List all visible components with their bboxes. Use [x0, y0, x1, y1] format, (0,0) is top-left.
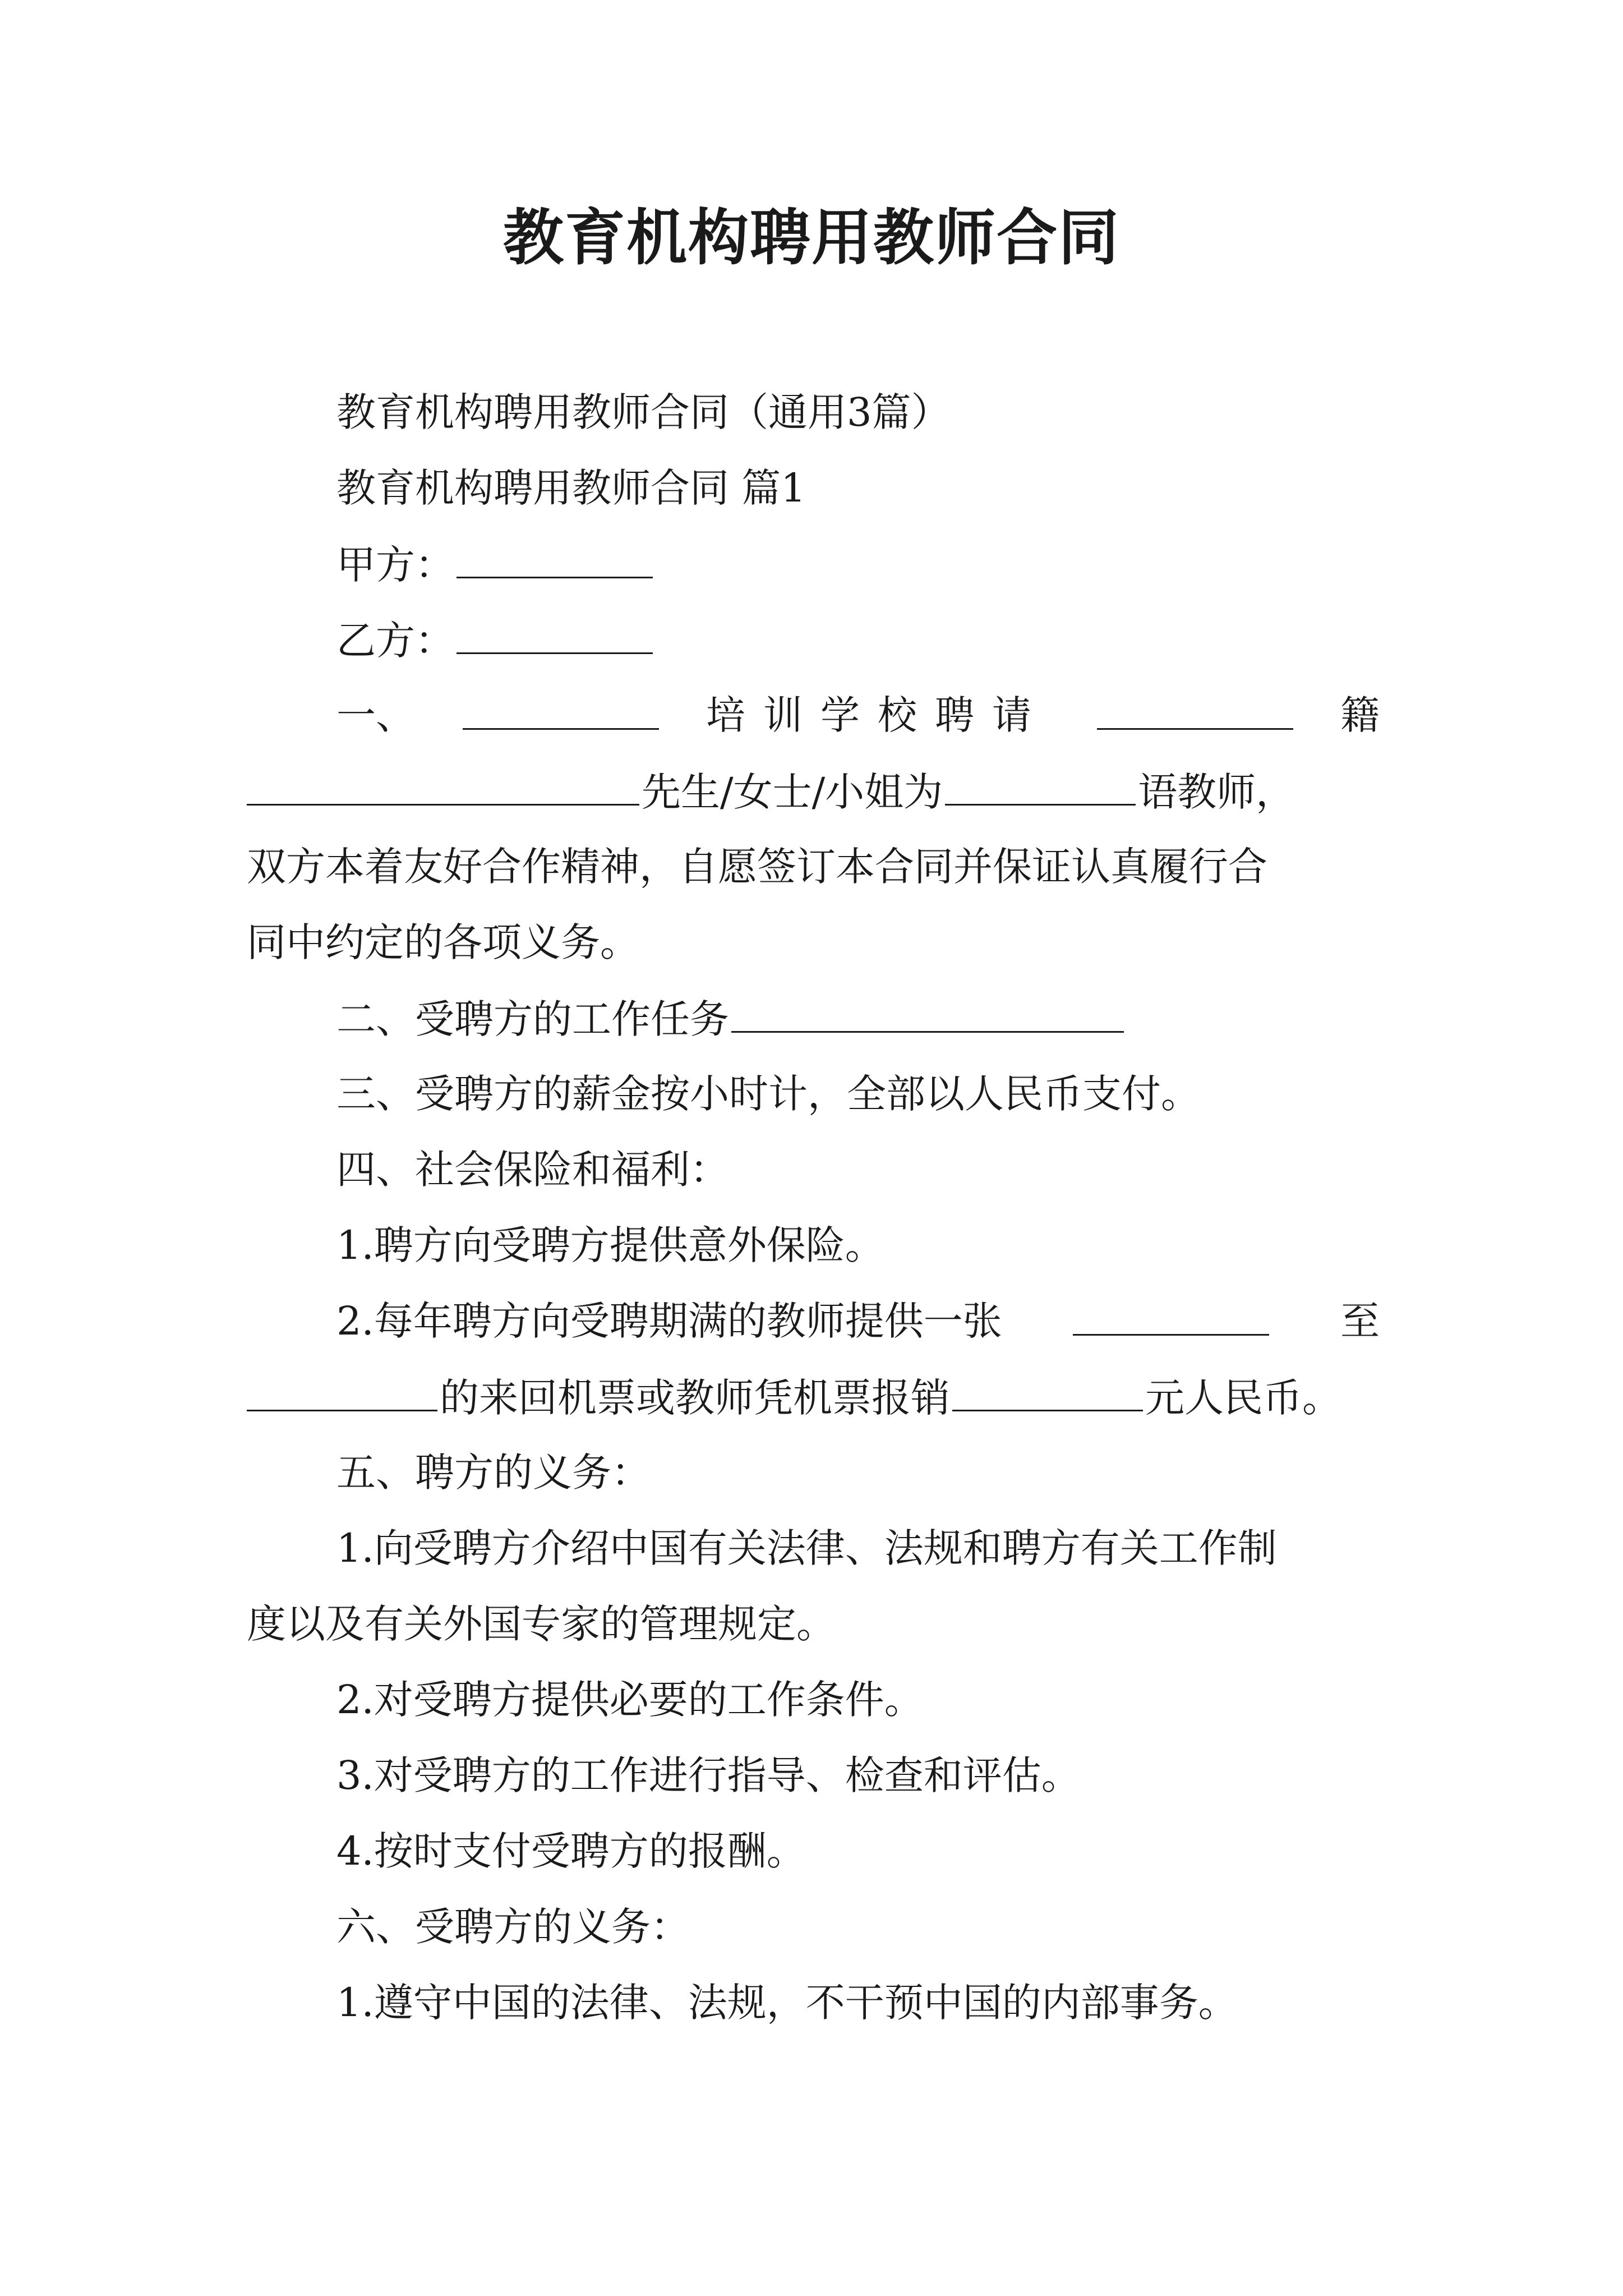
departure-city-blank [1073, 1290, 1269, 1336]
party-a-label: 甲方： [336, 542, 454, 588]
subtitle: 教育机构聘用教师合同（通用3篇） [336, 389, 951, 435]
clause-1-text-c: 先生/女士/小姐为 [642, 769, 943, 815]
clause-6-heading: 六、受聘方的义务： [336, 1904, 690, 1950]
clause-1-text-a: 培训学校聘请 [706, 692, 1049, 738]
clause-1-text-d: 语教师， [1138, 769, 1295, 815]
clause-4-item-2-text-d: 元人民币。 [1145, 1375, 1341, 1421]
party-b-label: 乙方： [336, 618, 454, 664]
language-blank [945, 760, 1136, 806]
nationality-blank [1097, 684, 1293, 730]
clause-4-heading: 四、社会保险和福利： [336, 1147, 729, 1193]
clause-4-item-2-text-c: 的来回机票或教师凭机票报销 [440, 1375, 950, 1421]
clause-1-number: 一、 [336, 692, 415, 738]
party-a-line [336, 533, 655, 595]
clause-1-line-4: 同中约定的各项义务。 [247, 919, 639, 965]
document-title: 教育机构聘用教师合同 [502, 203, 1120, 273]
part-heading: 教育机构聘用教师合同 篇1 [336, 465, 806, 511]
clause-1-line-1 [336, 684, 1380, 746]
clause-4-item-2-line-1 [336, 1290, 1380, 1352]
clause-4-item-2-text-a: 2.每年聘方向受聘期满的教师提供一张 [336, 1298, 1002, 1344]
clause-5-heading: 五、聘方的义务： [336, 1450, 651, 1496]
party-b-blank [457, 609, 653, 654]
clause-5-item-3: 3.对受聘方的工作进行指导、检查和评估。 [336, 1752, 1081, 1798]
school-name-blank [463, 684, 659, 730]
reimbursement-amount-blank [952, 1366, 1143, 1411]
destination-city-blank [247, 1366, 437, 1411]
clause-2-line [336, 987, 1126, 1049]
clause-1-text-b: 籍 [1340, 692, 1380, 738]
clause-4-item-2-text-b: 至 [1340, 1298, 1380, 1344]
work-task-blank [731, 987, 1124, 1033]
clause-5-item-4: 4.按时支付受聘方的报酬。 [336, 1828, 806, 1874]
clause-5-item-1-line-2: 度以及有关外国专家的管理规定。 [247, 1601, 836, 1647]
clause-2-text: 二、受聘方的工作任务 [336, 996, 729, 1042]
clause-1-line-2 [247, 760, 1295, 822]
party-a-blank [457, 533, 653, 578]
clause-4-item-1: 1.聘方向受聘方提供意外保险。 [336, 1222, 884, 1268]
teacher-name-blank [247, 760, 639, 806]
party-b-line [336, 609, 655, 670]
clause-4-item-2-line-2 [247, 1366, 1341, 1428]
clause-5-item-1-line-1: 1.向受聘方介绍中国有关法律、法规和聘方有关工作制 [336, 1525, 1277, 1571]
clause-1-line-3: 双方本着友好合作精神，自愿签订本合同并保证认真履行合 [247, 844, 1267, 890]
clause-5-item-2: 2.对受聘方提供必要的工作条件。 [336, 1677, 924, 1723]
clause-3: 三、受聘方的薪金按小时计，全部以人民币支付。 [336, 1071, 1200, 1117]
clause-6-item-1: 1.遵守中国的法律、法规，不干预中国的内部事务。 [336, 1980, 1238, 2026]
